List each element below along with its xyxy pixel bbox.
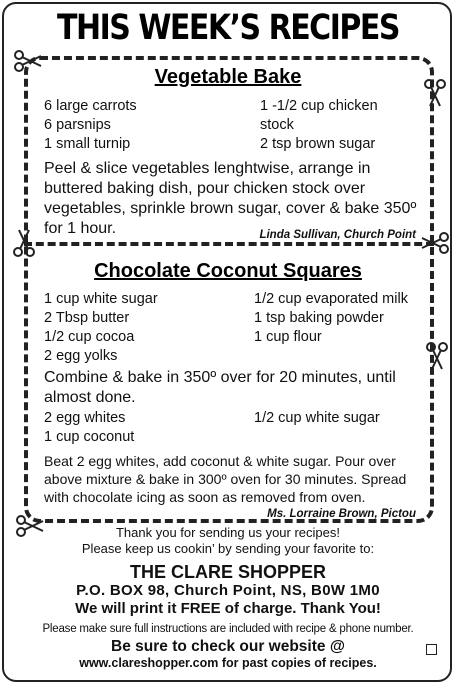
ingredient: 1 cup coconut (44, 429, 135, 445)
thanks-line: Thank you for sending us your recipes! (115, 525, 340, 540)
ingredients-list (260, 97, 378, 154)
recipe-credit: Ms. Lorraine Brown, Pictou (267, 508, 416, 520)
page-title: THIS WEEK’S RECIPES (57, 8, 399, 49)
print-notice: We will print it FREE of charge. Thank You! (75, 600, 381, 617)
instructions: Peel & slice vegetables lenghtwise, arrange in buttered baking dish, pour chicken stock over vegetables, sprinkle brown sugar, cover & bake 350º for 1 hour. (44, 160, 417, 237)
ingredient: 6 large carrots (44, 98, 137, 114)
mailing-address: P.O. BOX 98, Church Point, NS, B0W 1M0 (76, 582, 380, 599)
instructions-note: Please make sure full instructions are included with recipe & phone number. (42, 623, 414, 635)
ingredient: 1/2 cup white sugar (254, 410, 380, 426)
ingredients-list (44, 97, 137, 154)
ingredient: 1/2 cup cocoa (44, 329, 135, 345)
recipe-title: Chocolate Coconut Squares (94, 260, 362, 282)
recipe-credit: Linda Sullivan, Church Point (259, 229, 416, 241)
ingredient: 2 egg yolks (44, 348, 118, 364)
recipe-divider (24, 242, 434, 246)
ingredient: 2 tsp brown sugar (260, 136, 376, 152)
instructions: Combine & bake in 350º over for 20 minutes, until almost done. (44, 369, 396, 406)
ingredient: stock (260, 117, 294, 133)
ingredient: 2 egg whites (44, 410, 126, 426)
publisher-name: THE CLARE SHOPPER (129, 562, 327, 582)
ingredient: 1 tsp baking powder (254, 310, 384, 326)
ingredient: 1/2 cup evaporated milk (254, 291, 408, 307)
website-callout: Be sure to check our website @ (111, 638, 345, 655)
scissors-icon (426, 342, 448, 370)
ingredient: 6 parsnips (44, 117, 111, 133)
ingredients-list (44, 290, 158, 366)
recipe-title: Vegetable Bake (154, 66, 302, 88)
checkbox-icon[interactable] (426, 644, 437, 655)
instructions: Beat 2 egg whites, add coconut & white sugar. Pour over above mixture & bake in 300º oven for 30 minutes. Spread with chocolate icing as soon as removed from oven. (44, 453, 407, 505)
website-link[interactable]: www.clareshopper.com for past copies of recipes. (79, 656, 377, 670)
ingredient: 1 cup flour (254, 329, 322, 345)
scissors-icon (421, 232, 449, 254)
footer-thanks (0, 525, 456, 557)
ingredients-list (254, 409, 380, 428)
ingredient: 1 cup white sugar (44, 291, 158, 307)
keep-line: Please keep us cookin’ by sending your favorite to: (81, 541, 375, 556)
ingredients-list (44, 409, 134, 447)
ingredient: 2 Tbsp butter (44, 310, 130, 326)
ingredient: 1 small turnip (44, 136, 131, 152)
ingredients-list (254, 290, 408, 347)
ingredient: 1 -1/2 cup chicken (260, 98, 378, 114)
scissors-icon (13, 229, 35, 257)
